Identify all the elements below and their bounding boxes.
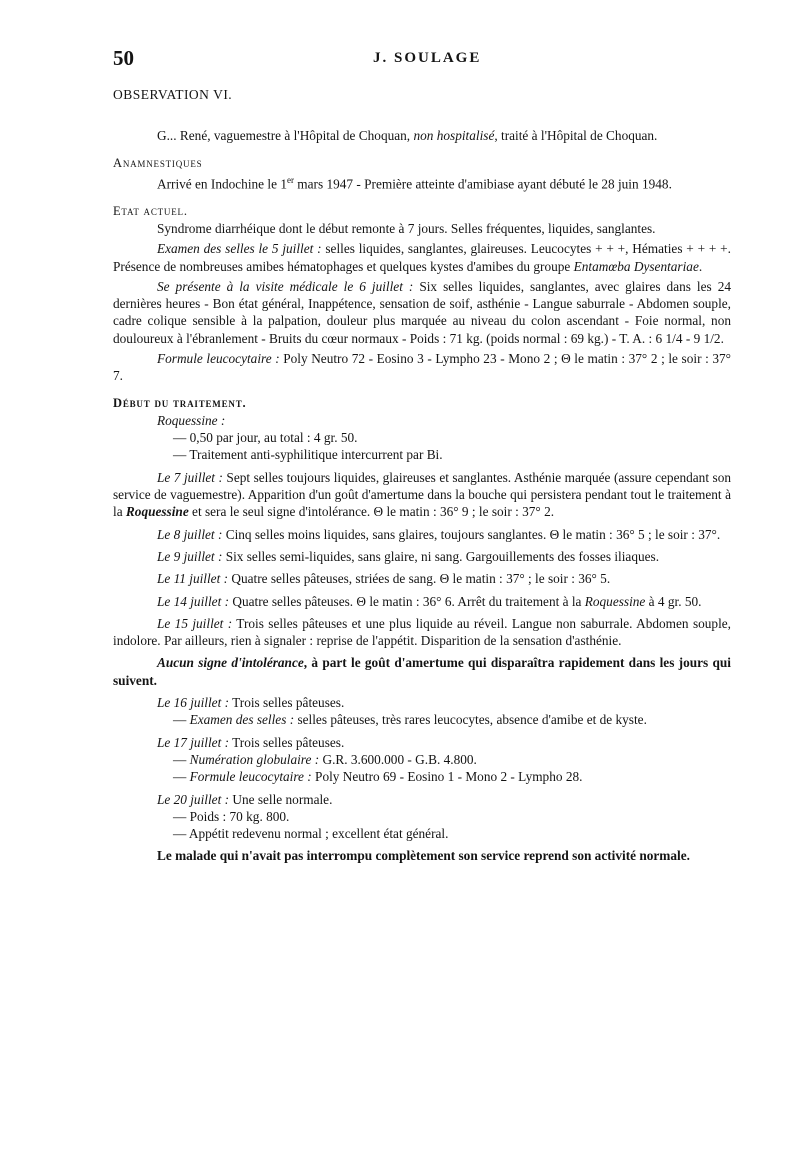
etat-p2-italic: Examen des selles le 5 juillet : — [157, 241, 322, 257]
entry-7-juillet — [113, 469, 731, 521]
etat-p4-text: Poly Neutro 72 - Eosino 3 - Lympho 23 - Mono 2 ; Θ le matin : 37° 2 ; le soir : 37° 7. — [113, 350, 731, 384]
final-paragraph: Le malade qui n'avait pas interrompu complètement son service reprend son activité normale. — [157, 848, 690, 864]
entry-14-juillet — [113, 593, 731, 610]
entry-20-poids: — Poids : 70 kg. 800. — [173, 808, 290, 824]
intolerance-italic: Aucun signe d'intolérance — [157, 655, 304, 671]
etat-paragraph-1: Syndrome diarrhéique dont le début remonte à 7 jours. Selles fréquentes, liquides, sanglantes. — [157, 220, 656, 236]
date-16: Le 16 juillet : — [157, 695, 230, 711]
text-14: Quatre selles pâteuses. Θ le matin : 36° 6. Arrêt du traitement à la — [229, 593, 585, 609]
exam-16-text: selles pâteuses, très rares leucocytes, absence d'amibe et de kyste. — [294, 712, 647, 728]
formule-italic: Formule leucocytaire : — [189, 769, 312, 785]
date-17: Le 17 juillet : — [157, 734, 230, 750]
etat-p3-italic: Se présente à la visite médicale le 6 juillet : — [157, 278, 414, 294]
etat-p4-italic: Formule leucocytaire : — [157, 350, 280, 366]
text-8: Cinq selles moins liquides, sans glaires, toujours sanglantes. Θ le matin : 36° 5 ; le soir : 37°. — [222, 526, 721, 542]
etat-p3-text: Six selles liquides, sanglantes, avec glaires dans les 24 dernières heures - Bon état général, Inappétence, sensation de soif, asthénie - Langue saburrale - Abdomen souple, cadre colique sensible à la palpation, douleur plus marquée au niveau du colon ascendant - Foie normal, non douloureux à l'ébranlement - Bruits du cœur normaux - Poids : 71 kg. (poids normal : 69 kg.) - T. A. : 6 1/4 - 9 1/2. — [113, 278, 731, 346]
entry-8-juillet — [113, 526, 731, 543]
patient-intro — [113, 127, 731, 144]
exam-16-italic: Examen des selles : — [189, 712, 295, 728]
date-8: Le 8 juillet : — [157, 526, 223, 542]
numeration-italic: Numération globulaire : — [189, 751, 320, 767]
text-14-end: à 4 gr. 50. — [645, 593, 702, 609]
etat-p2-text: selles liquides, sanglantes, glaireuses. Leucocytes + + +, Hématies + + + +. Présence de nombreuses amibes hématophages et quelques kystes d'amibes du groupe — [113, 241, 732, 274]
anamnestiques-text — [113, 172, 731, 193]
date-11: Le 11 juillet : — [157, 571, 229, 587]
etat-paragraph-4 — [113, 350, 731, 385]
page-number: 50 — [113, 46, 134, 70]
entry-15-juillet — [113, 615, 731, 650]
dash-17a: — — [173, 751, 190, 767]
entry-17-formule — [113, 768, 731, 785]
page-header — [113, 46, 729, 76]
dash-17b: — — [173, 769, 190, 785]
date-14: Le 14 juillet : — [157, 593, 230, 609]
drug-14: Roquessine — [584, 593, 646, 609]
text-11: Quatre selles pâteuses, striées de sang. Θ le matin : 37° ; le soir : 36° 5. — [228, 571, 611, 587]
text-20: Une selle normale. — [229, 791, 333, 807]
text-7: Sept selles toujours liquides, glaireuses et sanglantes. Asthénie marquée (assure cependant son service de vaguemestre). Apparition d'un goût d'amertume dans la bouche qui persistera pendant tout le traitement à la — [113, 469, 731, 520]
intro-italic: non hospitalisé — [413, 128, 495, 144]
etat-paragraph-3 — [113, 278, 731, 347]
entry-20-appetit: — Appétit redevenu normal ; excellent état général. — [173, 826, 449, 842]
text-17: Trois selles pâteuses. — [229, 734, 345, 750]
text-7-end: et sera le seul signe d'intolérance. Θ le matin : 36° 9 ; le soir : 37° 2. — [188, 504, 555, 520]
section-label-etat: Etat actuel. — [113, 203, 188, 218]
dash-16: — — [173, 712, 190, 728]
entry-11-juillet — [113, 570, 731, 587]
observation-title: OBSERVATION VI. — [113, 87, 233, 102]
entry-16-exam — [113, 711, 731, 728]
entry-9-juillet — [113, 548, 731, 565]
page-body — [113, 86, 731, 865]
anamnestiques-b: mars 1947 - Première atteinte d'amibiase ayant débuté le 28 juin 1948. — [293, 176, 672, 192]
running-head: J. SOULAGE — [373, 50, 482, 66]
etat-p2-end: . — [698, 258, 703, 274]
intolerance-note — [113, 654, 731, 689]
entry-17-numeration — [113, 751, 731, 768]
drug-name-text: Roquessine : — [157, 412, 226, 428]
date-9: Le 9 juillet : — [157, 548, 223, 564]
etat-paragraph-2 — [113, 240, 731, 275]
formule-text: Poly Neutro 69 - Eosino 1 - Mono 2 - Lympho 28. — [311, 769, 583, 785]
text-15: Trois selles pâteuses et une plus liquide au réveil. Langue non saburrale. Abdomen souple, indolore. Par ailleurs, rien à signaler : reprise de l'appétit. Disparition de la sensation d'asthénie. — [113, 615, 731, 649]
entry-17-juillet — [113, 734, 731, 751]
entry-16-juillet — [113, 694, 731, 711]
date-7: Le 7 juillet : — [157, 469, 223, 485]
text-9: Six selles semi-liquides, sans glaire, ni sang. Gargouillements des fosses iliaques. — [222, 548, 660, 564]
treatment-dose: — 0,50 par jour, au total : 4 gr. 50. — [173, 430, 358, 446]
treatment-intercurrent: — Traitement anti-syphilitique intercurrent par Bi. — [173, 447, 443, 463]
section-label-debut: Début du traitement. — [113, 395, 247, 410]
drug-name — [113, 412, 731, 429]
drug-7: Roquessine — [125, 504, 189, 520]
section-label-anamnestiques: Anamnestiques — [113, 155, 203, 170]
intro-text: G... René, vaguemestre à l'Hôpital de Choquan, — [157, 128, 414, 144]
date-20: Le 20 juillet : — [157, 791, 230, 807]
intolerance-text: , à part le goût d'amertume qui disparaîtra rapidement dans les jours qui suivent. — [113, 655, 731, 688]
anamnestiques-a: Arrivé en Indochine le 1 — [157, 176, 287, 192]
intro-text-end: , traité à l'Hôpital de Choquan. — [494, 128, 658, 144]
text-16: Trois selles pâteuses. — [229, 695, 345, 711]
anamnestiques-sup: er — [286, 174, 294, 185]
etat-p2-species: Entamœba Dysentariae — [573, 258, 699, 274]
date-15: Le 15 juillet : — [157, 615, 233, 631]
entry-20-juillet — [113, 791, 731, 808]
numeration-text: G.R. 3.600.000 - G.B. 4.800. — [319, 751, 477, 767]
